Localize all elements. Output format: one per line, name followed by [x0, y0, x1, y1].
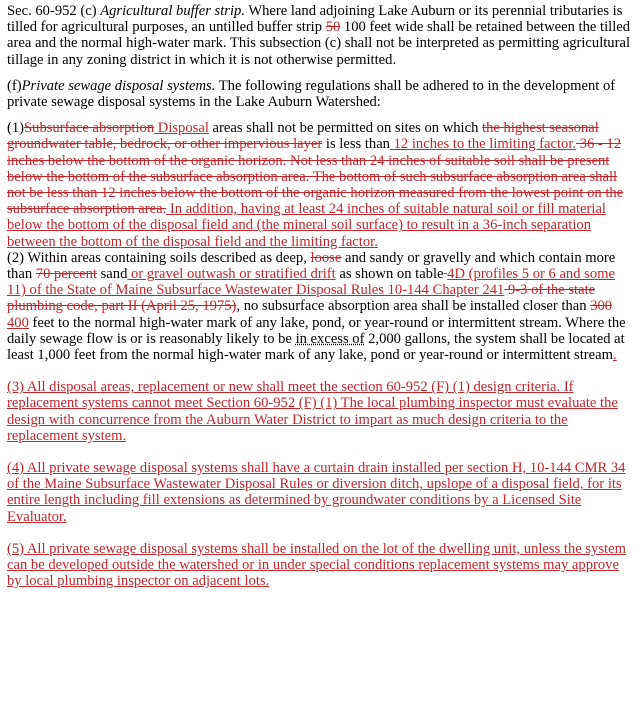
inserted-text: 400	[7, 314, 29, 331]
deleted-text: 36 - 12 inches below the bottom of the organic horizon. Not less than 24 inches of suitable soil shall be present below the bottom of the subsurface absorption area. The bottom of such subsurface absorption area shall not be less than 12 inches below the bottom of the organic horizon measured from the lowest point on the subsurface absorption area.	[7, 136, 624, 218]
item-2-paragraph: (2) Within areas containing soils described as deep, loose and sandy or gravelly and which contain more than 70 percent sand or gravel outwash or stratified drift as shown on table 4D (profiles 5 or 6 and some 11) of the State of Maine Subsurface Wastewater Disposal Rules 10-144 Chapter 241 9-3 of the state plumbing code, part II (April 25, 1975), no subsurface absorption area shall be installed closer than 300 400 feet to the normal high-water mark of any lake, pond, or year-round or intermittent stream. Where the daily sewage flow is or is reasonably likely to be in excess of 2,000 gallons, the system shall be located at least 1,000 feet from the normal high-water mark of any lake, pond or year-round or intermittent stream.	[7, 249, 626, 364]
item-5-paragraph: (5) All private sewage disposal systems shall be installed on the lot of the dwelling unit, unless the system can be developed outside the watershed or in under special conditions replacement systems may approve by local plumbing inspector on adjacent lots.	[7, 540, 626, 590]
item-1-paragraph: (1)Subsurface absorption Disposal areas shall not be permitted on sites on which the highest seasonal groundwater table, bedrock, or other impervious layer is less than 12 inches to the limiting factor. 36 - 12 inches below the bottom of the organic horizon. Not less than 24 inches of suitable soil shall be present below the bottom of the subsurface absorption area. The bottom of such subsurface absorption area shall not be less than 12 inches below the bottom of the organic horizon measured from the lowest point on the subsurface absorption area. In addition, having at least 24 inches of suitable natural soil or fill material below the bottom of the disposal field and (the mineral soil surface) to result in a 36-inch separation between the bottom of the disposal field and the limiting factor.	[7, 120, 624, 250]
deleted-text: 9-3 of the state plumbing code, part II (April 25, 1975)	[7, 282, 596, 315]
inserted-text: Disposal	[154, 120, 209, 137]
deleted-text: the highest seasonal groundwater table, bedrock, or other impervious layer	[7, 120, 599, 153]
dotted-underline-text: in excess of	[295, 330, 365, 347]
item-3-paragraph: (3) All disposal areas, replacement or new shall meet the section 60-952 (F) (1) design criteria. If replacement systems cannot meet Section 60-952 (F) (1) The local plumbing inspector must evaluate the design with concurrence from the Auburn Water District to impart as much design criteria to the replacement system.	[7, 379, 618, 444]
inserted-text: or gravel outwash or stratified drift	[127, 266, 336, 283]
inserted-text: 4D (profiles 5 or 6 and some 11) of the State of Maine Subsurface Wastewater Disposal Rules 10-144 Chapter 241	[7, 266, 615, 299]
section-c-title: Agricultural buffer strip.	[100, 3, 245, 19]
deleted-text: 300	[590, 298, 613, 315]
section-f-title: Private sewage disposal systems.	[21, 77, 216, 94]
inserted-text: In addition, having at least 24 inches of suitable natural soil or fill material below the bottom of the disposal field and (the mineral soil surface) to result in a 36-inch separation between the bottom of the disposal field and the limiting factor.	[7, 201, 606, 250]
deleted-text: loose	[310, 249, 342, 266]
deleted-text: 50	[325, 19, 341, 36]
deleted-text: 70 percent	[35, 266, 97, 283]
section-c-paragraph: Sec. 60-952 (c) Agricultural buffer strip. Where land adjoining Lake Auburn or its perennial tributaries is tilled for agricultural purposes, an untilled buffer strip 50 100 feet wide shall be retained between the tilled area and the normal high-water mark. This subsection (c) shall not be interpreted as permitting agricultural tillage in any zoning district in which it is not otherwise permitted.	[7, 3, 631, 68]
deleted-text: Subsurface absorption	[24, 120, 155, 137]
item-4-paragraph: (4) All private sewage disposal systems shall have a curtain drain installed per section H, 10-144 CMR 34 of the Maine Subsurface Wastewater Disposal Rules or diversion ditch, upslope of a disposal field, for its entire length including fill extensions as determined by groundwater conditions by a Licensed Site Evaluator.	[7, 460, 626, 525]
inserted-text: 12 inches to the limiting factor.	[389, 136, 577, 153]
inserted-text: .	[612, 347, 617, 364]
section-f-paragraph: (f)Private sewage disposal systems. The following regulations shall be adhered to in the development of private sewage disposal systems in the Lake Auburn Watershed:	[7, 77, 616, 111]
